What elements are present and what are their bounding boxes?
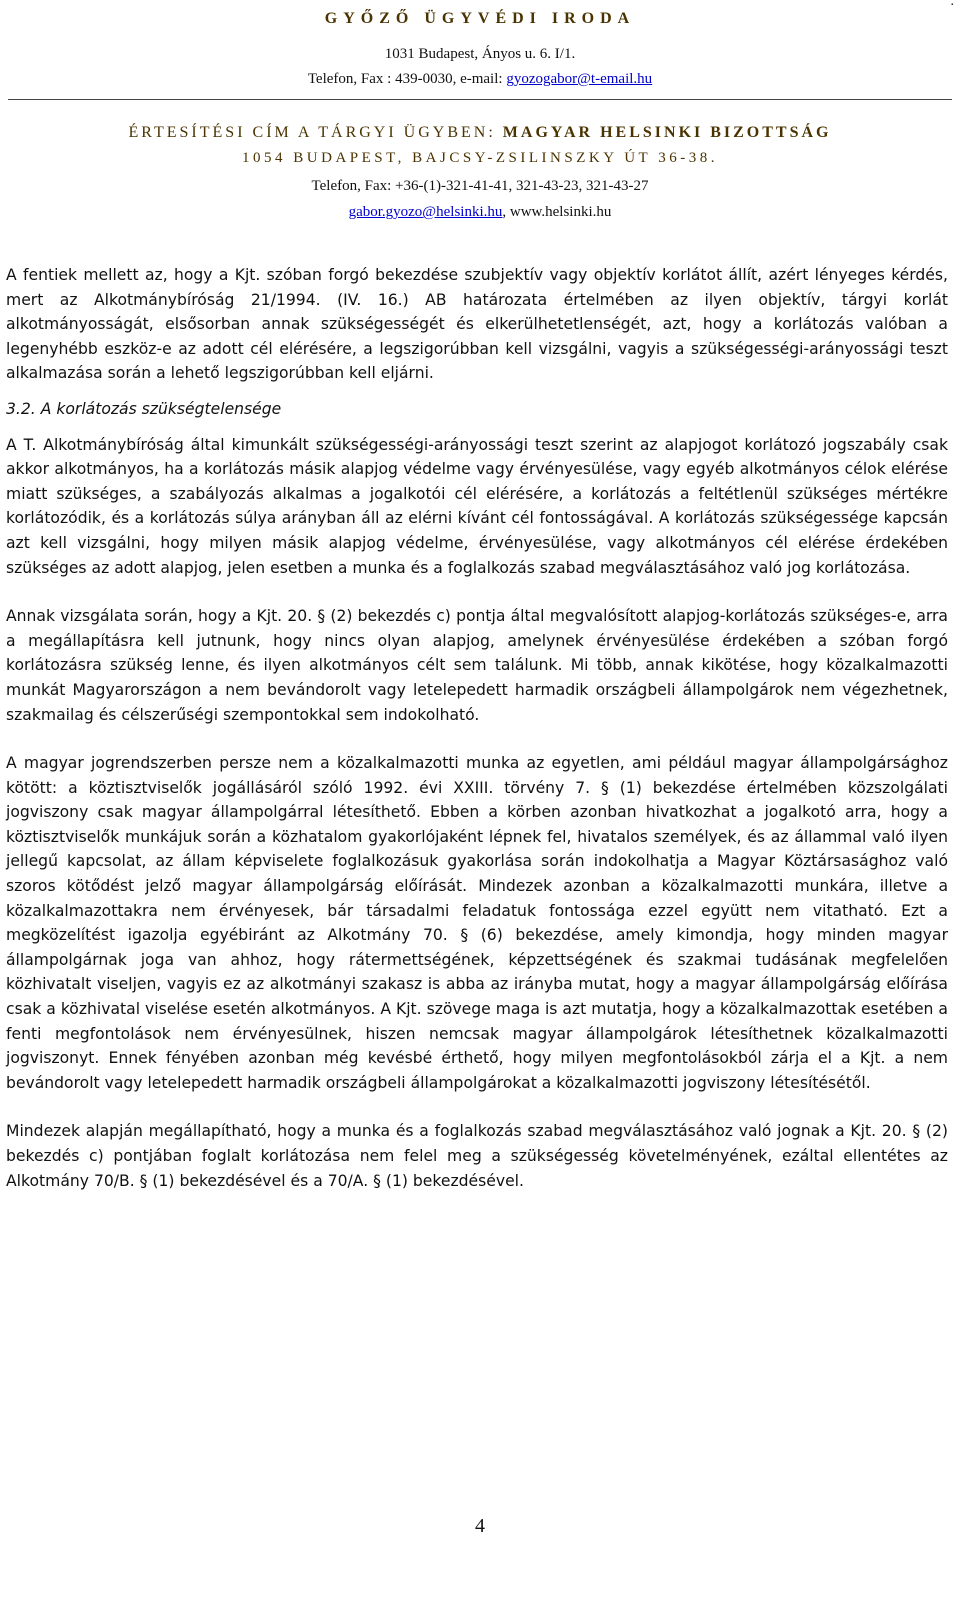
notice-web xyxy=(0,204,960,221)
corner-mark: . xyxy=(950,0,954,9)
firm-phone: Telefon, Fax : 439-0030, e-mail: xyxy=(307,71,507,87)
notice-email-link[interactable]: gabor.gyozo@helsinki.hu xyxy=(348,204,503,220)
notice-phone: Telefon, Fax: +36-(1)-321-41-41, 321-43-23, 321-43-27 xyxy=(311,178,649,194)
notice-label: ÉRTESÍTÉSI CÍM A TÁRGYI ÜGYBEN: xyxy=(128,124,503,141)
document-body xyxy=(6,263,948,1193)
section-heading: 3.2. A korlátozás szükségtelensége xyxy=(6,399,282,418)
firm-email-link[interactable]: gyozogabor@t-email.hu xyxy=(506,71,653,87)
firm-address: 1031 Budapest, Ányos u. 6. I/1. xyxy=(384,46,576,62)
notice-organization: MAGYAR HELSINKI BIZOTTSÁG xyxy=(502,124,832,141)
header-divider xyxy=(8,99,952,100)
paragraph-4: A magyar jogrendszerben persze nem a közalkalmazotti munka az egyetlen, ami például magyar állampolgársághoz kötött: a köztisztviselők jogállásáról szóló 1992. évi XXIII. törvény 7. § (1) bekezdése értelmében közszolgálati jogviszony csak magyar állampolgárral létesíthető. Ebben a körben azonban hivatkozhat a jogalkotó arra, hogy a köztisztviselők munkájuk során a közhatalom gyakorlójaként lépnek fel, hivatalos személyek, és az állammal való ilyen jellegű kapcsolat, az állam képviselete foglalkozásuk gyakorlása során indokolhatja a Magyar Köztársasághoz való szoros kötődést jelző magyar állampolgárság előírását. Mindezek azonban a közalkalmazotti munkára, illetve a közalkalmazottakra nem érvényesek, bár társadalmi feladatuk fontossága ezzel együtt nem vitatható. Ezt a megközelítést igazolja egyébiránt az Alkotmány 70. § (6) bekezdése, amely kimondja, hogy minden magyar állampolgárnak joga van ahhoz, hogy rátermettségének, képzettségének és szakmai tudásának megfelelően közhivatalt viseljen, vagyis ez az alkotmányi szakasz is abba az irányba mutat, hogy a magyar állampolgárság előírása csak a közhivatal viselése esetén alkotmányos. A Kjt. szövege maga is azt mutatja, hogy a közalkalmazottak esetében a fenti megfontolások nem érvényesülnek, hiszen nemcsak magyar állampolgárok létesíthetnek közalkalmazotti jogviszonyt. Ennek fényében azonban még kevésbé érthető, hogy milyen megfontolásokból zárja el a Kjt. a nem bevándorolt vagy letelepedett harmadik országbeli állampolgárokat a közalkalmazotti jogviszony létesítésétől. xyxy=(6,754,948,1092)
notice-address: 1054 BUDAPEST, BAJCSY-ZSILINSZKY ÚT 36-38. xyxy=(242,150,718,166)
firm-contact xyxy=(0,71,960,88)
website: www.helsinki.hu xyxy=(509,204,612,220)
web-separator: , xyxy=(502,204,510,220)
paragraph-5: Mindezek alapján megállapítható, hogy a munka és a foglalkozás szabad megválasztásához való jognak a Kjt. 20. § (2) bekezdés c) pontjában foglalt korlátozása nem felel meg a szükségesség követelményének, ezáltal ellentétes az Alkotmány 70/B. § (1) bekezdésével és a 70/A. § (1) bekezdésével. xyxy=(6,1122,948,1190)
paragraph-3: Annak vizsgálata során, hogy a Kjt. 20. § (2) bekezdés c) pontja által megvalósított alapjog-korlátozás szükséges-e, arra a megállapításra kell jutnunk, hogy nincs olyan alapjog, amelynek érvényesülése érdekében a szóban forgó korlátozásra szükség lenne, és ilyen alkotmányos célt sem találunk. Mi több, annak kikötése, hogy közalkalmazotti munkát Magyarországon a nem bevándorolt vagy letelepedett harmadik országbeli állampolgárok nem végezhetnek, szakmailag és célszerűségi szempontokkal sem indokolható. xyxy=(6,607,948,724)
firm-name: GYŐZŐ ÜGYVÉDI IRODA xyxy=(324,10,636,27)
notice-line xyxy=(0,124,960,142)
paragraph-1: A fentiek mellett az, hogy a Kjt. szóban forgó bekezdése szubjektív vagy objektív korlátot állít, azért lényeges kérdés, mert az Alkotmánybíróság 21/1994. (IV. 16.) AB határozata értelmében az ilyen objektív, tárgyi korlát alkotmányosságát, elsősorban annak szükségességét és elkerülhetetlenségét, azt, hogy a korlátozás valóban a legenyhébb eszköz-e az adott cél elérésére, a legszigorúbban kell vizsgálni, vagyis a szükségességi-arányossági teszt alkalmazása során a lehető legszigorúbban kell eljárni. xyxy=(6,266,948,383)
page-number: 4 xyxy=(475,1515,485,1537)
paragraph-2: A T. Alkotmánybíróság által kimunkált szükségességi-arányossági teszt szerint az alapjogot korlátozó jogszabály csak akkor alkotmányos, ha a korlátozás másik alapjog védelme vagy érvényesülése, vagy egyéb alkotmányos célok elérése miatt szükséges, a szabályozás alkalmas a jogalkotói cél elérésére, a korlátozás a feltétlenül szükséges mértékre korlátozódik, és a korlátozás súlya arányban áll az elérni kívánt cél fontosságával. A korlátozás szükségessége kapcsán azt kell vizsgálni, hogy milyen másik alapjog védelme, érvényesülése, vagy alkotmányos cél elérése érdekében szükséges az adott alapjog, jelen esetben a munka és a foglalkozás szabad megválasztásához való jog korlátozása. xyxy=(6,435,948,577)
